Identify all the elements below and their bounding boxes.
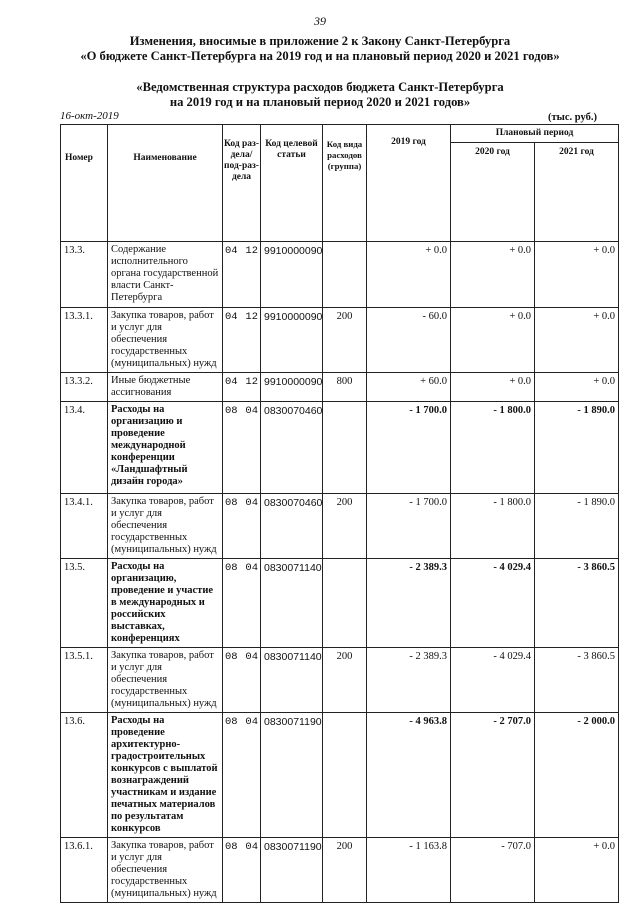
row-2020-amount: - 2 707.0: [451, 713, 535, 838]
section-code: 04: [225, 376, 238, 388]
row-number: 13.3.: [61, 242, 108, 308]
row-2020-amount: + 0.0: [451, 242, 535, 308]
row-name: Закупка товаров, работ и услуг для обеспечения государственных (муниципальных) нужд: [108, 648, 223, 713]
row-2019-amount: - 1 163.8: [367, 838, 451, 903]
row-number: 13.5.: [61, 559, 108, 648]
row-number: 13.6.1.: [61, 838, 108, 903]
page-number: 39: [314, 14, 326, 28]
subsection-code: 04: [245, 562, 258, 574]
subsection-code: 04: [245, 497, 258, 509]
row-name: Закупка товаров, работ и услуг для обеспечения государственных (муниципальных) нужд: [108, 494, 223, 559]
row-section-code: [223, 494, 261, 559]
subsection-code: 04: [245, 716, 258, 728]
subsection-code: 12: [245, 311, 258, 323]
header-section-code: Код раз-дела/ под-раз-дела: [223, 125, 261, 242]
section-code: 08: [225, 405, 238, 417]
row-2019-amount: + 60.0: [367, 373, 451, 402]
row-2020-amount: - 4 029.4: [451, 559, 535, 648]
title-line: «О бюджете Санкт-Петербурга на 2019 год и на плановый период 2020 и 2021 годов»: [80, 49, 560, 63]
table-row: [61, 713, 619, 838]
row-number: 13.3.2.: [61, 373, 108, 402]
document-date: 16-окт-2019: [60, 110, 119, 122]
document-title: [20, 34, 620, 64]
row-target-code: 9910000090: [261, 373, 323, 402]
row-number: 13.6.: [61, 713, 108, 838]
row-target-code: 9910000090: [261, 308, 323, 373]
header-number: Номер: [61, 125, 108, 242]
row-2019-amount: - 2 389.3: [367, 648, 451, 713]
row-expense-type: [323, 559, 367, 648]
row-section-code: [223, 559, 261, 648]
row-2020-amount: + 0.0: [451, 373, 535, 402]
row-2021-amount: + 0.0: [535, 838, 619, 903]
row-2019-amount: - 1 700.0: [367, 494, 451, 559]
row-section-code: [223, 713, 261, 838]
row-expense-type: 200: [323, 648, 367, 713]
row-section-code: [223, 402, 261, 494]
row-section-code: [223, 242, 261, 308]
row-name: Закупка товаров, работ и услуг для обеспечения государственных (муниципальных) нужд: [108, 308, 223, 373]
row-2020-amount: - 707.0: [451, 838, 535, 903]
table-body: [61, 242, 619, 903]
header-2020: 2020 год: [451, 143, 535, 242]
row-2021-amount: - 1 890.0: [535, 402, 619, 494]
row-target-code: 0830070460: [261, 402, 323, 494]
row-expense-type: [323, 242, 367, 308]
row-name: Расходы на организацию, проведение и участие в международных и российских выставках, конференциях: [108, 559, 223, 648]
table-row: [61, 373, 619, 402]
row-expense-type: [323, 713, 367, 838]
row-2020-amount: - 1 800.0: [451, 402, 535, 494]
section-code: 08: [225, 841, 238, 853]
table-row: [61, 242, 619, 308]
row-2019-amount: - 4 963.8: [367, 713, 451, 838]
subsection-code: 04: [245, 651, 258, 663]
row-name: Содержание исполнительного органа государственной власти Санкт-Петербурга: [108, 242, 223, 308]
row-number: 13.5.1.: [61, 648, 108, 713]
row-2021-amount: - 1 890.0: [535, 494, 619, 559]
row-target-code: 0830071140: [261, 559, 323, 648]
title-line: Изменения, вносимые в приложение 2 к Закону Санкт-Петербурга: [129, 34, 511, 48]
row-2021-amount: + 0.0: [535, 308, 619, 373]
title-line: на 2019 год и на плановый период 2020 и 2021 годов»: [169, 95, 471, 109]
section-code: 08: [225, 651, 238, 663]
row-section-code: [223, 308, 261, 373]
row-expense-type: 800: [323, 373, 367, 402]
title-line: «Ведомственная структура расходов бюджета Санкт-Петербурга: [136, 80, 504, 94]
row-number: 13.3.1.: [61, 308, 108, 373]
table-row: [61, 402, 619, 494]
row-section-code: [223, 648, 261, 713]
row-target-code: 0830071190: [261, 838, 323, 903]
section-code: 04: [225, 245, 238, 257]
subsection-code: 12: [245, 376, 258, 388]
row-2021-amount: + 0.0: [535, 242, 619, 308]
row-name: Расходы на проведение архитектурно-градостроительных конкурсов с выплатой вознаграждений участникам и издание печатных материалов по результатам конкурсов: [108, 713, 223, 838]
section-code: 08: [225, 497, 238, 509]
budget-table: [60, 124, 619, 903]
row-2020-amount: - 4 029.4: [451, 648, 535, 713]
header-plan-period: Плановый период: [451, 125, 619, 143]
subsection-code: 04: [245, 841, 258, 853]
row-2019-amount: - 1 700.0: [367, 402, 451, 494]
row-target-code: 9910000090: [261, 242, 323, 308]
table-row: [61, 648, 619, 713]
row-expense-type: 200: [323, 308, 367, 373]
subsection-code: 12: [245, 245, 258, 257]
row-target-code: 0830071140: [261, 648, 323, 713]
row-number: 13.4.1.: [61, 494, 108, 559]
row-section-code: [223, 838, 261, 903]
row-2020-amount: - 1 800.0: [451, 494, 535, 559]
row-expense-type: 200: [323, 838, 367, 903]
row-2021-amount: - 2 000.0: [535, 713, 619, 838]
subsection-code: 04: [245, 405, 258, 417]
units-label: (тыс. руб.): [548, 112, 597, 123]
row-name: Закупка товаров, работ и услуг для обеспечения государственных (муниципальных) нужд: [108, 838, 223, 903]
table-row: [61, 559, 619, 648]
header-2019: 2019 год: [367, 125, 451, 242]
section-code: 08: [225, 716, 238, 728]
row-2021-amount: - 3 860.5: [535, 559, 619, 648]
row-2021-amount: + 0.0: [535, 373, 619, 402]
row-2019-amount: - 2 389.3: [367, 559, 451, 648]
row-expense-type: 200: [323, 494, 367, 559]
row-2021-amount: - 3 860.5: [535, 648, 619, 713]
row-2020-amount: + 0.0: [451, 308, 535, 373]
header-expense-type: Код вида расходов (группа): [323, 125, 367, 242]
header-target-code: Код целевой статьи: [261, 125, 323, 242]
row-section-code: [223, 373, 261, 402]
row-target-code: 0830071190: [261, 713, 323, 838]
table-title: [20, 80, 620, 110]
header-2021: 2021 год: [535, 143, 619, 242]
row-2019-amount: - 60.0: [367, 308, 451, 373]
row-name: Расходы на организацию и проведение международной конференции «Ландшафтный дизайн города»: [108, 402, 223, 494]
table-row: [61, 308, 619, 373]
table-row: [61, 494, 619, 559]
row-name: Иные бюджетные ассигнования: [108, 373, 223, 402]
header-name: Наименование: [108, 125, 223, 242]
section-code: 04: [225, 311, 238, 323]
row-2019-amount: + 0.0: [367, 242, 451, 308]
table-row: [61, 838, 619, 903]
section-code: 08: [225, 562, 238, 574]
row-number: 13.4.: [61, 402, 108, 494]
row-target-code: 0830070460: [261, 494, 323, 559]
row-expense-type: [323, 402, 367, 494]
